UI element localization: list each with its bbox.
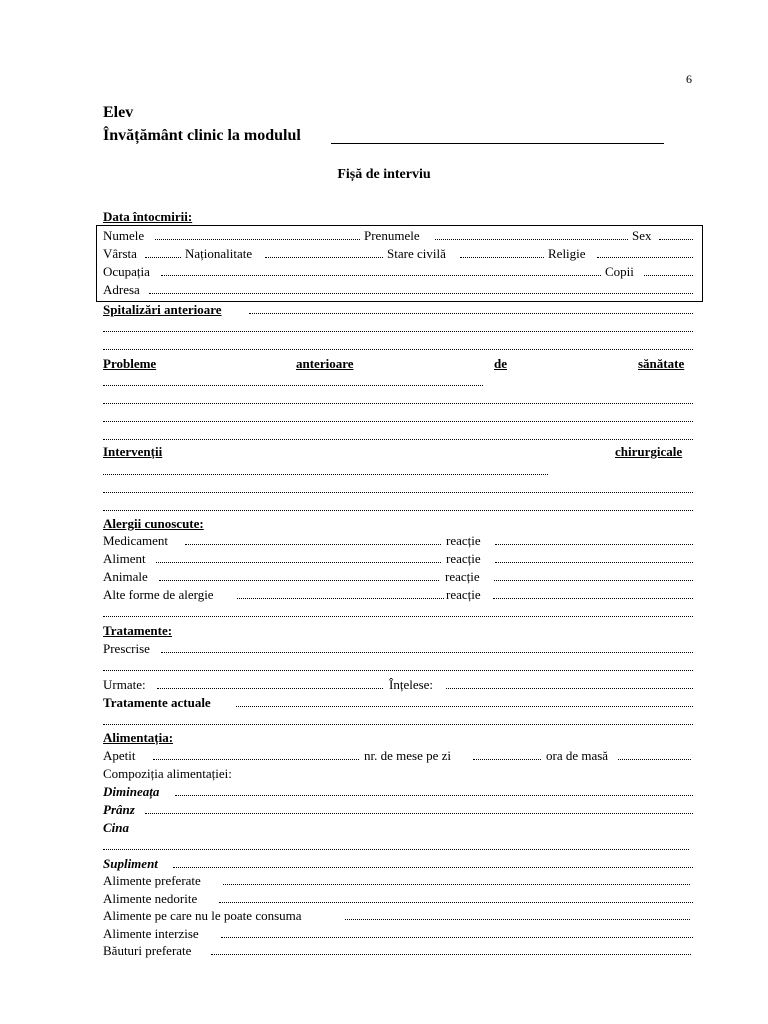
alimentatia-title: Alimentația: xyxy=(103,730,174,745)
alte-reactie-field[interactable] xyxy=(493,598,693,599)
identity-row-job xyxy=(103,263,695,280)
animale-reactie-field[interactable] xyxy=(494,580,693,581)
interventii-line xyxy=(103,462,695,479)
sex-field[interactable] xyxy=(659,239,693,240)
alergie-animale-row xyxy=(103,568,695,585)
preferate-row xyxy=(103,872,695,889)
sex-label: Sex xyxy=(632,228,652,243)
bauturi-row xyxy=(103,942,695,959)
page-number: 6 xyxy=(686,72,692,86)
module-blank-line[interactable] xyxy=(331,143,664,144)
spitalizari-line xyxy=(103,319,695,336)
varsta-field[interactable] xyxy=(145,257,181,258)
probleme-field-line[interactable] xyxy=(103,439,693,440)
preferate-field[interactable] xyxy=(223,884,690,885)
tratamente-field-line[interactable] xyxy=(103,670,693,671)
pranz-row xyxy=(103,801,695,818)
interventii-field-line[interactable] xyxy=(103,510,693,511)
supliment-label: Supliment xyxy=(103,856,158,871)
alergie-alte-row xyxy=(103,586,695,603)
student-label: Elev xyxy=(103,104,134,121)
reactie-label: reacție xyxy=(446,587,481,602)
probleme-field-line[interactable] xyxy=(103,385,483,386)
urmate-field[interactable] xyxy=(157,688,383,689)
alimentatia-title-row xyxy=(103,729,695,746)
adresa-label: Adresa xyxy=(103,282,140,297)
probleme-line xyxy=(103,427,695,444)
prenumele-label: Prenumele xyxy=(364,228,420,243)
copii-label: Copii xyxy=(605,264,634,279)
tratamente-actuale-field[interactable] xyxy=(236,706,693,707)
tratamente-line xyxy=(103,658,695,675)
bauturi-label: Băuturi preferate xyxy=(103,943,192,958)
preferate-label: Alimente preferate xyxy=(103,873,201,888)
probleme-word-3: de xyxy=(494,356,507,371)
pranz-field[interactable] xyxy=(145,813,693,814)
compozitia-label: Compoziția alimentației: xyxy=(103,766,232,781)
urmate-row xyxy=(103,676,695,693)
cina-field-line[interactable] xyxy=(103,849,689,850)
probleme-field-line[interactable] xyxy=(103,421,693,422)
probleme-word-1: Probleme xyxy=(103,356,157,371)
reactie-label: reacție xyxy=(446,533,481,548)
nedorite-row xyxy=(103,890,695,907)
spitalizari-line xyxy=(103,337,695,354)
prescrise-row xyxy=(103,640,695,657)
alte-alergii-field[interactable] xyxy=(237,598,444,599)
date-label: Data întocmirii: xyxy=(103,209,193,224)
spitalizari-field-line[interactable] xyxy=(103,349,693,350)
interventii-word-2: chirurgicale xyxy=(615,444,683,459)
ocupatia-label: Ocupația xyxy=(103,264,150,279)
nr-mese-field[interactable] xyxy=(473,759,541,760)
identity-row-address xyxy=(103,281,695,298)
aliment-field[interactable] xyxy=(156,562,441,563)
identity-row-names xyxy=(103,227,695,244)
medicament-reactie-field[interactable] xyxy=(495,544,693,545)
tratamente-title-row xyxy=(103,622,695,639)
nationalitate-field[interactable] xyxy=(265,257,383,258)
interventii-row xyxy=(103,443,695,460)
dimineata-row xyxy=(103,783,695,800)
interzise-field[interactable] xyxy=(221,937,693,938)
prenumele-field[interactable] xyxy=(435,239,628,240)
stare-civila-label: Stare civilă xyxy=(387,246,446,261)
supliment-field[interactable] xyxy=(173,867,693,868)
religie-label: Religie xyxy=(548,246,586,261)
interventii-word-1: Intervenții xyxy=(103,444,163,459)
apetit-row xyxy=(103,747,695,764)
interventii-field-line[interactable] xyxy=(103,492,693,493)
interventii-line xyxy=(103,498,695,515)
interventii-field-line[interactable] xyxy=(103,474,548,475)
adresa-field[interactable] xyxy=(149,293,693,294)
animale-field[interactable] xyxy=(159,580,439,581)
tratamente-title: Tratamente: xyxy=(103,623,173,638)
alergii-title-row xyxy=(103,515,695,532)
intelese-field[interactable] xyxy=(446,688,693,689)
numele-field[interactable] xyxy=(155,239,360,240)
nu-consuma-row xyxy=(103,907,695,924)
cina-label: Cina xyxy=(103,820,130,835)
probleme-line xyxy=(103,373,695,390)
probleme-word-2: anterioare xyxy=(296,356,354,371)
spitalizari-row xyxy=(103,301,695,318)
tratamente-line xyxy=(103,712,695,729)
spitalizari-label: Spitalizări anterioare xyxy=(103,302,222,317)
prescrise-field[interactable] xyxy=(161,652,693,653)
cina-row xyxy=(103,819,695,836)
varsta-label: Vârsta xyxy=(103,246,137,261)
probleme-line xyxy=(103,409,695,426)
alergie-medicament-row xyxy=(103,532,695,549)
nationalitate-label: Naționalitate xyxy=(185,246,253,261)
nu-consuma-field[interactable] xyxy=(345,919,690,920)
compozitia-row xyxy=(103,765,695,782)
alte-alergii-label: Alte forme de alergie xyxy=(103,587,214,602)
cina-line xyxy=(103,837,695,854)
alergii-title: Alergii cunoscute: xyxy=(103,516,204,531)
module-label: Învățământ clinic la modulul xyxy=(103,127,301,144)
urmate-label: Urmate: xyxy=(103,677,146,692)
date-row xyxy=(103,208,695,225)
dimineata-label: Dimineața xyxy=(103,784,160,799)
alergii-field-line[interactable] xyxy=(103,616,693,617)
medicament-field[interactable] xyxy=(185,544,441,545)
pranz-label: Prânz xyxy=(103,802,135,817)
interventii-line xyxy=(103,480,695,497)
dimineata-field[interactable] xyxy=(175,795,693,796)
reactie-label: reacție xyxy=(446,551,481,566)
ora-masa-field[interactable] xyxy=(618,759,691,760)
nedorite-field[interactable] xyxy=(219,902,693,903)
aliment-reactie-field[interactable] xyxy=(495,562,693,563)
form-title: Fișă de interviu xyxy=(337,167,431,182)
tratamente-actuale-label: Tratamente actuale xyxy=(103,695,211,710)
tratamente-actuale-row xyxy=(103,694,695,711)
apetit-field[interactable] xyxy=(153,759,359,760)
nr-mese-label: nr. de mese pe zi xyxy=(364,748,451,763)
ocupatia-field[interactable] xyxy=(161,275,601,276)
identity-row-status xyxy=(103,245,695,262)
animale-label: Animale xyxy=(103,569,148,584)
supliment-row xyxy=(103,855,695,872)
reactie-label: reacție xyxy=(445,569,480,584)
medicament-label: Medicament xyxy=(103,533,168,548)
probleme-row xyxy=(103,355,695,372)
bauturi-field[interactable] xyxy=(211,954,691,955)
interzise-label: Alimente interzise xyxy=(103,926,199,941)
ora-masa-label: ora de masă xyxy=(546,748,609,763)
tratamente-actuale-field-line[interactable] xyxy=(103,724,693,725)
spitalizari-field-line[interactable] xyxy=(103,331,693,332)
probleme-line xyxy=(103,391,695,408)
probleme-word-4: sănătate xyxy=(638,356,685,371)
interzise-row xyxy=(103,925,695,942)
nu-consuma-label: Alimente pe care nu le poate consuma xyxy=(103,908,302,923)
prescrise-label: Prescrise xyxy=(103,641,150,656)
religie-field[interactable] xyxy=(597,257,693,258)
numele-label: Numele xyxy=(103,228,145,243)
apetit-label: Apetit xyxy=(103,748,136,763)
nedorite-label: Alimente nedorite xyxy=(103,891,198,906)
alergie-aliment-row xyxy=(103,550,695,567)
copii-field[interactable] xyxy=(644,275,693,276)
alergii-line xyxy=(103,604,695,621)
intelese-label: Înțelese: xyxy=(389,677,434,692)
spitalizari-field[interactable] xyxy=(249,313,693,314)
aliment-label: Aliment xyxy=(103,551,146,566)
probleme-field-line[interactable] xyxy=(103,403,693,404)
stare-civila-field[interactable] xyxy=(460,257,544,258)
